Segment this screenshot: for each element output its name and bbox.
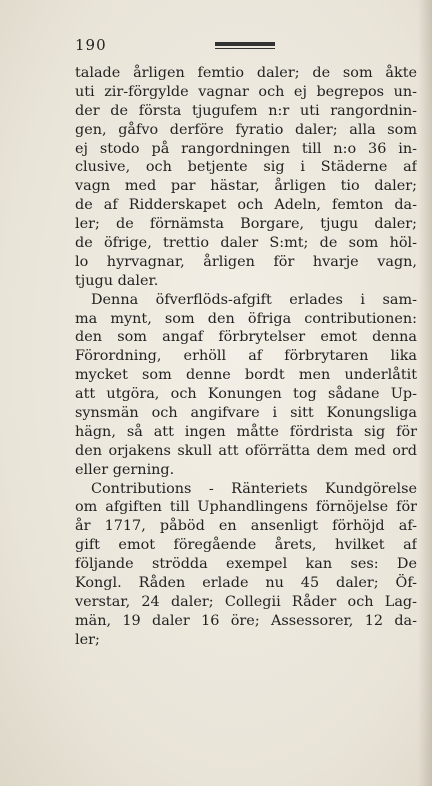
text-line: män, 19 daler 16 öre; Assessorer, 12 da- — [75, 612, 417, 629]
header-rule — [215, 42, 275, 46]
page-edge-shadow — [418, 0, 432, 786]
text-line: tjugu daler. — [75, 272, 159, 289]
body-text — [75, 64, 417, 650]
text-line: ler; — [75, 631, 100, 648]
text-line: der de första tjugufem n:r uti rangordnin- — [75, 102, 417, 119]
text-line: den orjakens skull att oförrätta dem med ord — [75, 442, 417, 459]
text-line: Förordning, erhöll af förbrytaren lika — [75, 348, 417, 365]
text-line: talade årligen femtio daler; de som åkte — [75, 65, 417, 81]
text-line: mycket som denne bordt men underlåtit — [75, 367, 417, 384]
text-line: ler; de förnämsta Borgare, tjugu daler; — [75, 216, 417, 233]
text-line: Contributions - Ränteriets Kundgörelse — [91, 480, 417, 497]
text-line: hägn, så att ingen måtte fördrista sig för — [75, 423, 417, 440]
text-line: eller gerning. — [75, 461, 175, 478]
text-line: att utgöra, och Konungen tog sådane Up- — [75, 386, 417, 403]
text-line: följande strödda exempel kan ses: De — [75, 556, 417, 573]
text-line: gen, gåfvo derföre fyratio daler; alla som — [75, 121, 417, 138]
text-line: de öfrige, trettio daler S:mt; de som höl- — [75, 235, 417, 252]
text-line: de af Ridderskapet och Adeln, femton da- — [75, 197, 417, 214]
text-line: Denna öfverflöds-afgift erlades i sam- — [91, 291, 417, 308]
text-line: verstar, 24 daler; Collegii Råder och Lag- — [75, 593, 417, 610]
text-line: gift emot föregående årets, hvilket af — [75, 537, 417, 554]
text-line: år 1717, påböd en ansenligt förhöjd af- — [75, 518, 417, 535]
text-line: lo hyrvagnar, årligen för hvarje vagn, — [75, 253, 417, 270]
text-line: clusive, och betjente sig i Städerne af — [75, 159, 417, 176]
text-line: ej stodo på rangordningen till n:o 36 in- — [75, 140, 417, 157]
text-line: den som angaf förbrytelser emot denna — [75, 329, 417, 346]
text-line: Kongl. Råden erlade nu 45 daler; Öf- — [75, 575, 417, 592]
text-line: vagn med par hästar, årligen tio daler; — [75, 178, 417, 195]
text-line: uti zir-förgylde vagnar och ej begrepos un- — [75, 83, 417, 100]
text-line: synsmän och angifvare i sitt Konungsliga — [75, 405, 417, 422]
text-line: om afgiften till Uphandlingens förnöjelse för — [75, 499, 417, 516]
text-line: ma mynt, som den öfriga contributionen: — [75, 310, 417, 327]
page-number: 190 — [75, 36, 107, 54]
